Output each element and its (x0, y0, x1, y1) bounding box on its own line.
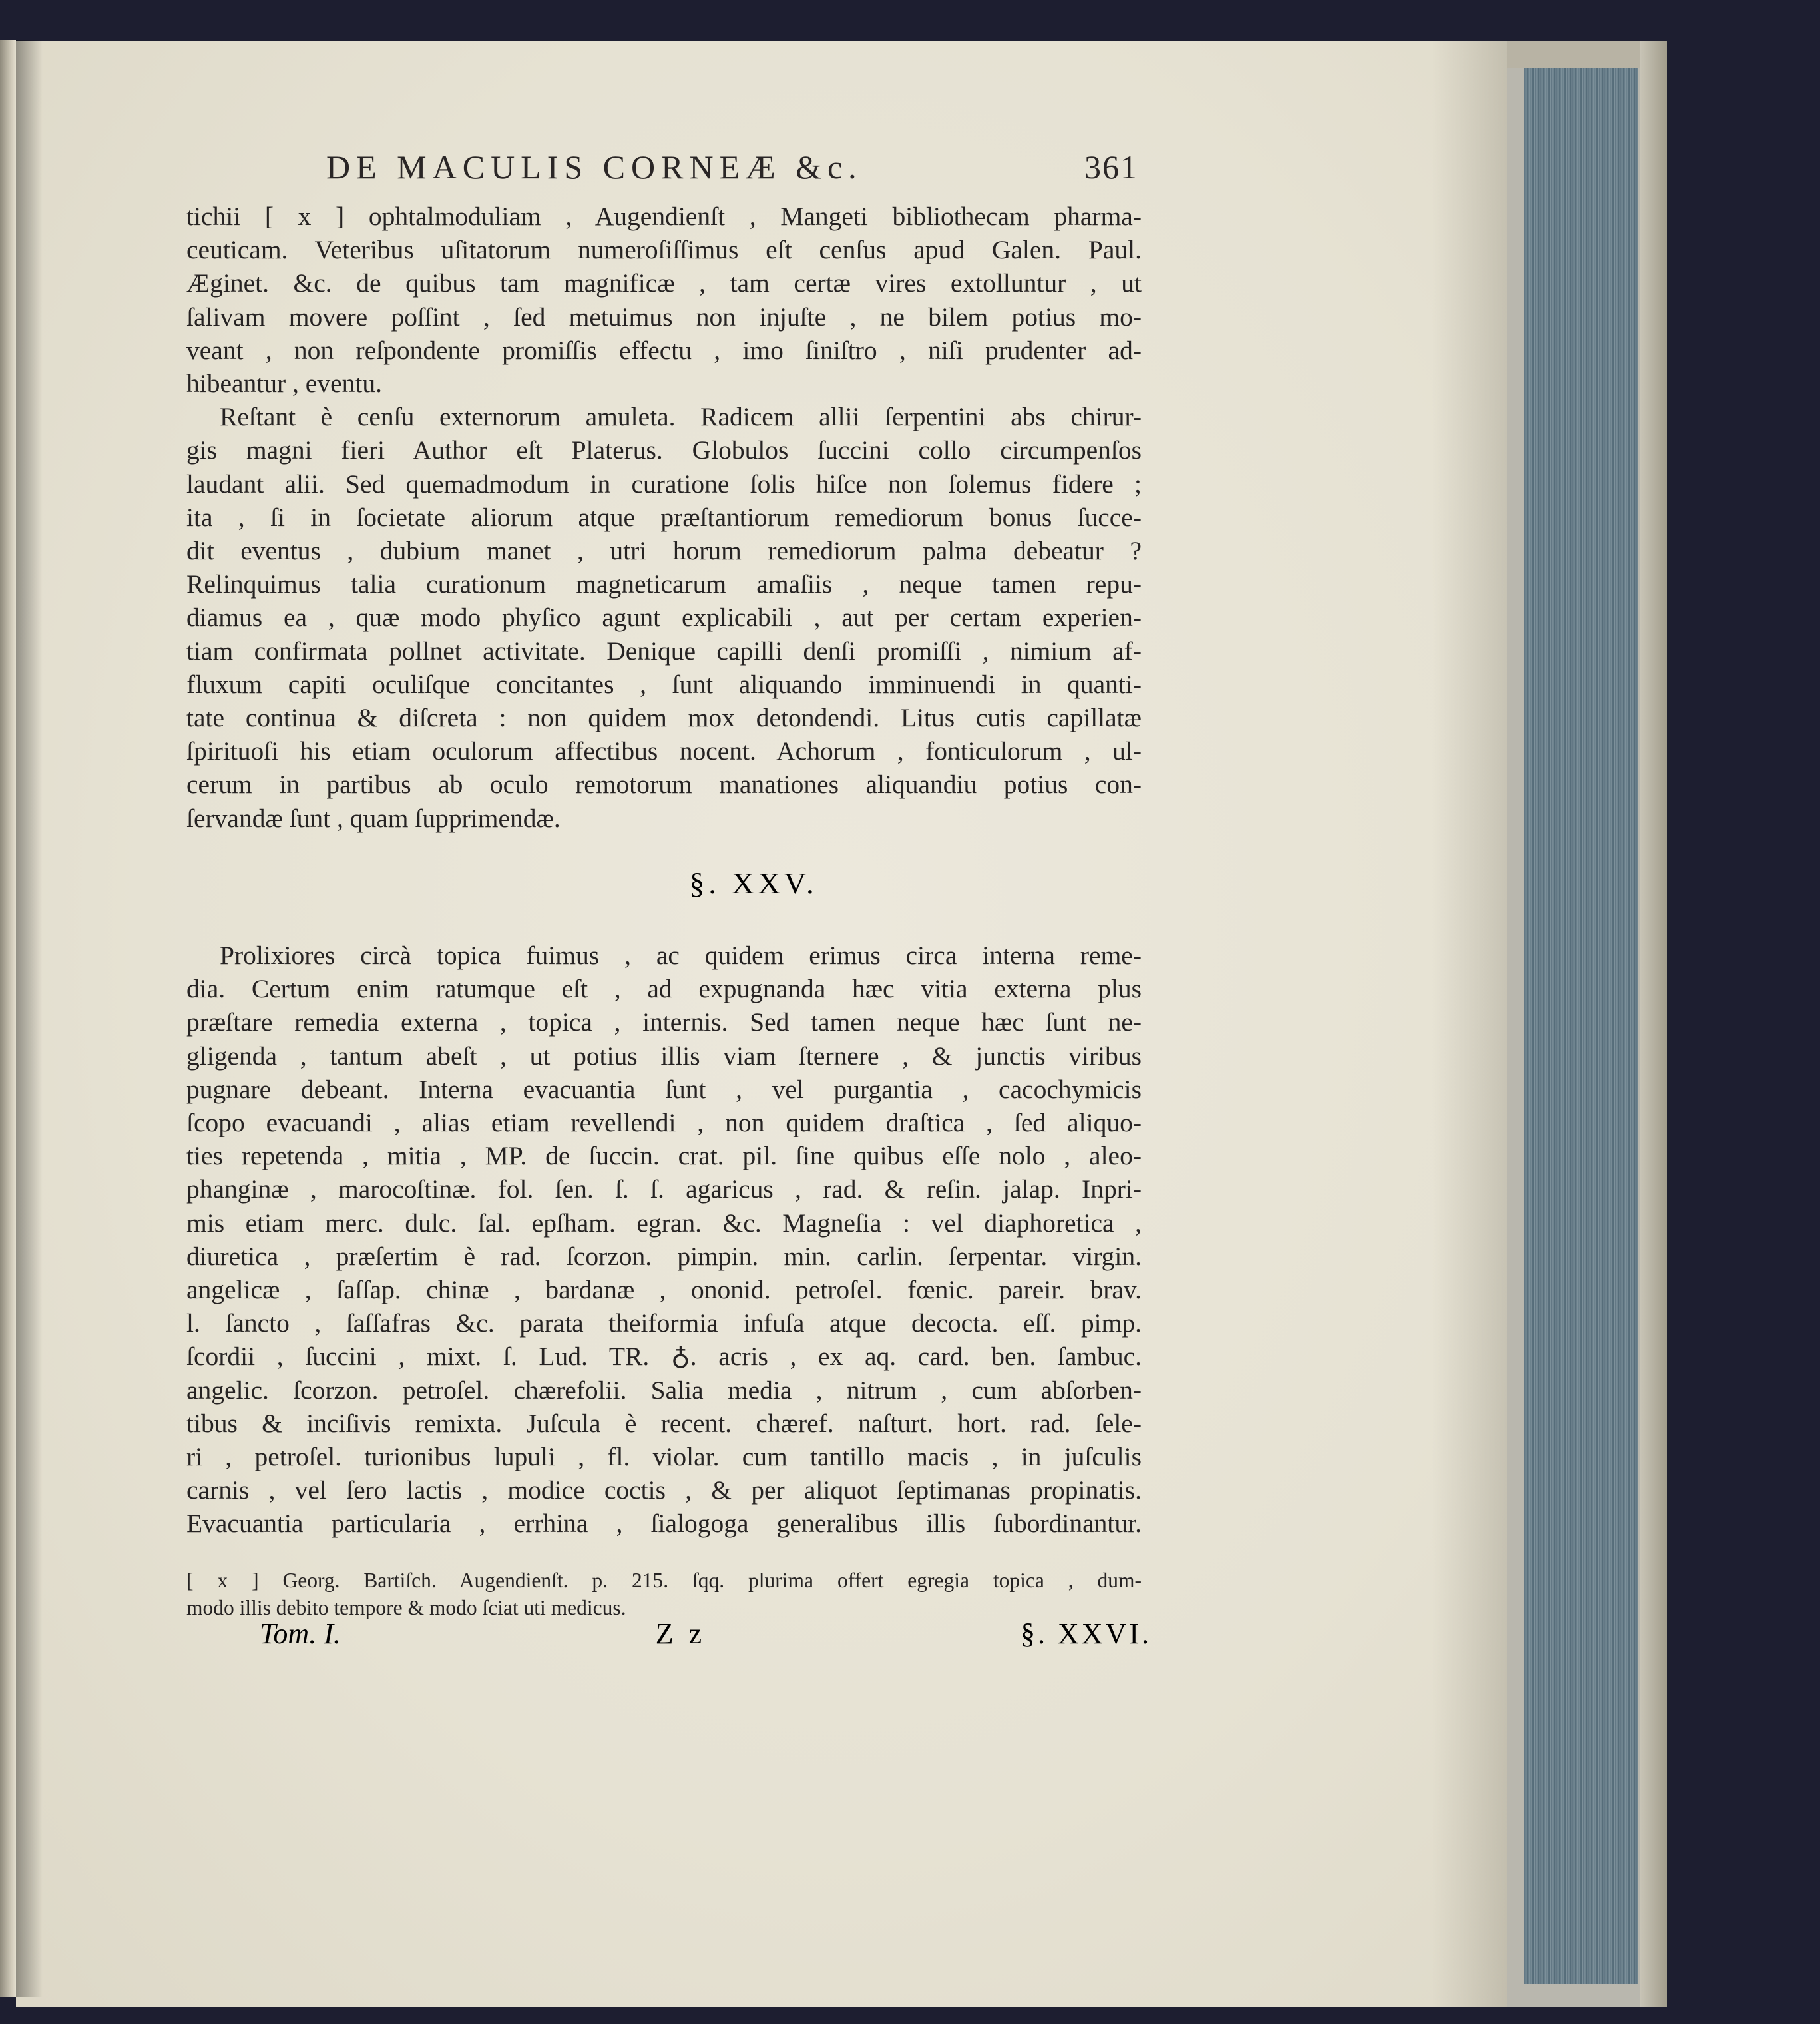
text-line: angelic. ſcorzon. petroſel. chærefolii. Salia media , nitrum , cum abſorben- (186, 1375, 1142, 1405)
body-text-section (186, 939, 1142, 1541)
text-line: cerum in partibus ab oculo remotorum manationes aliquandiu potius con- (186, 770, 1142, 800)
text-line: tibus & inciſivis remixta. Juſcula è recent. chæref. naſturt. hort. rad. ſele- (186, 1408, 1142, 1438)
page-number: 361 (1084, 148, 1138, 186)
text-line: l. ſancto , ſaſſafras &c. parata theiformia infuſa atque decocta. eſſ. pimp. (186, 1308, 1142, 1338)
text-line: hibeantur , eventu. (186, 369, 382, 399)
text-line: mis etiam merc. dulc. ſal. epſham. egran. &c. Magneſia : vel diaphoretica , (186, 1208, 1142, 1238)
text-line: carnis , vel ſero lactis , modice coctis , & per aliquot ſeptimanas propinatis. (186, 1475, 1142, 1505)
text-line: præſtare remedia externa , topica , internis. Sed tamen neque hæc ſunt ne- (186, 1007, 1142, 1037)
text-line: ſalivam movere poſſint , ſed metuimus non injuſte , ne bilem potius mo- (186, 302, 1142, 332)
text-line: Æginet. &c. de quibus tam magnificæ , tam certæ vires extolluntur , ut (186, 268, 1142, 298)
text-line: angelicæ , ſaſſap. chinæ , bardanæ , ononid. petroſel. fœnic. pareir. brav. (186, 1275, 1142, 1305)
text-line: laudant alii. Sed quemadmodum in curatione ſolis hiſce non ſolemus fidere ; (186, 469, 1142, 499)
text-line: dit eventus , dubium manet , utri horum remediorum palma debeatur ? (186, 536, 1142, 566)
text-line: ſcopo evacuandi , alias etiam revellendi , non quidem draſtica , ſed aliquo- (186, 1108, 1142, 1138)
text-line: diuretica , præſertim è rad. ſcorzon. pimpin. min. carlin. ſerpentar. virgin. (186, 1241, 1142, 1271)
text-line: ſervandæ ſunt , quam ſupprimendæ. (186, 803, 561, 833)
text-line: ita , ſi in ſocietate aliorum atque præſtantiorum remediorum bonus ſucce- (186, 502, 1142, 532)
signature-mark: Z z (655, 1617, 706, 1650)
text-line: fluxum capiti oculiſque concitantes , ſunt aliquando imminuendi in quanti- (186, 669, 1142, 699)
text-line: ri , petroſel. turionibus lupuli , fl. violar. cum tantillo macis , in juſculis (186, 1442, 1142, 1472)
volume-label: Tom. I. (260, 1617, 341, 1650)
text-line: tiam confirmata pollnet activitate. Denique capilli denſi promiſſi , nimium af- (186, 636, 1142, 666)
left-page-edge (0, 40, 16, 1997)
text-line: Relinquimus talia curationum magneticarum amaſiis , neque tamen repu- (186, 569, 1142, 599)
text-line: Evacuantia particularia , errhina , ſialogoga generalibus illis ſubordinantur. (186, 1509, 1142, 1539)
page-curl-shade (1431, 41, 1507, 2007)
text-line: dia. Certum enim ratumque eſt , ad expugnanda hæc vitia externa plus (186, 974, 1142, 1004)
text-line: ceuticam. Veteribus uſitatorum numeroſiſſimus eſt cenſus apud Galen. Paul. (186, 235, 1142, 265)
text-line: pugnare debeant. Interna evacuantia ſunt , vel purgantia , cacochymicis (186, 1074, 1142, 1104)
gutter-shadow (16, 40, 43, 1997)
body-text-top (186, 200, 1142, 835)
book-cover-edge (1640, 41, 1667, 2007)
running-head (326, 148, 1138, 186)
text-line: diamus ea , quæ modo phyſico agunt explicabili , aut per certam experien- (186, 603, 1142, 632)
text-line: ſpirituoſi his etiam oculorum affectibus nocent. Achorum , fonticulorum , ul- (186, 736, 1142, 766)
section-heading: §. XXV. (689, 866, 818, 900)
page-edges-top (1507, 41, 1640, 68)
text-line: tate continua & diſcreta : non quidem mox detondendi. Litus cutis capillatæ (186, 703, 1142, 733)
text-line: ſcordii , ſuccini , mixt. ſ. Lud. TR. ♁. acris , ex aq. card. ben. ſambuc. (186, 1342, 1142, 1372)
text-line: gis magni fieri Author eſt Platerus. Globulos ſuccini collo circumpenſos (186, 435, 1142, 465)
page-edges-blue (1524, 53, 1638, 1984)
footnote-line: modo illis debito tempore & modo ſciat uti medicus. (186, 1596, 626, 1619)
text-line: Reſtant è cenſu externorum amuleta. Radicem allii ſerpentini abs chirur- (220, 402, 1142, 432)
footnote (186, 1567, 1142, 1621)
text-line: Prolixiores circà topica fuimus , ac quidem erimus circa interna reme- (220, 941, 1142, 970)
text-line: phanginæ , marocoſtinæ. fol. ſen. ſ. ſ. agaricus , rad. & reſin. jalap. Inpri- (186, 1174, 1142, 1204)
text-line: veant , non reſpondente promiſſis effectu , imo ſiniſtro , niſi prudenter ad- (186, 335, 1142, 365)
catchword: §. XXVI. (1021, 1617, 1152, 1650)
text-line: ties repetenda , mitia , MP. de ſuccin. crat. pil. ſine quibus eſſe nolo , aleo- (186, 1141, 1142, 1171)
footnote-line: [ x ] Georg. Bartiſch. Augendienſt. p. 215. ſqq. plurima offert egregia topica , dum- (186, 1569, 1142, 1592)
running-head-title: DE MACULIS CORNEÆ &c. (326, 148, 863, 186)
text-line: tichii [ x ] ophtalmoduliam , Augendienſt , Mangeti bibliothecam pharma- (186, 202, 1142, 231)
text-line: gligenda , tantum abeſt , ut potius illis viam ſternere , & junctis viribus (186, 1041, 1142, 1071)
page-footer (260, 1617, 1152, 1650)
